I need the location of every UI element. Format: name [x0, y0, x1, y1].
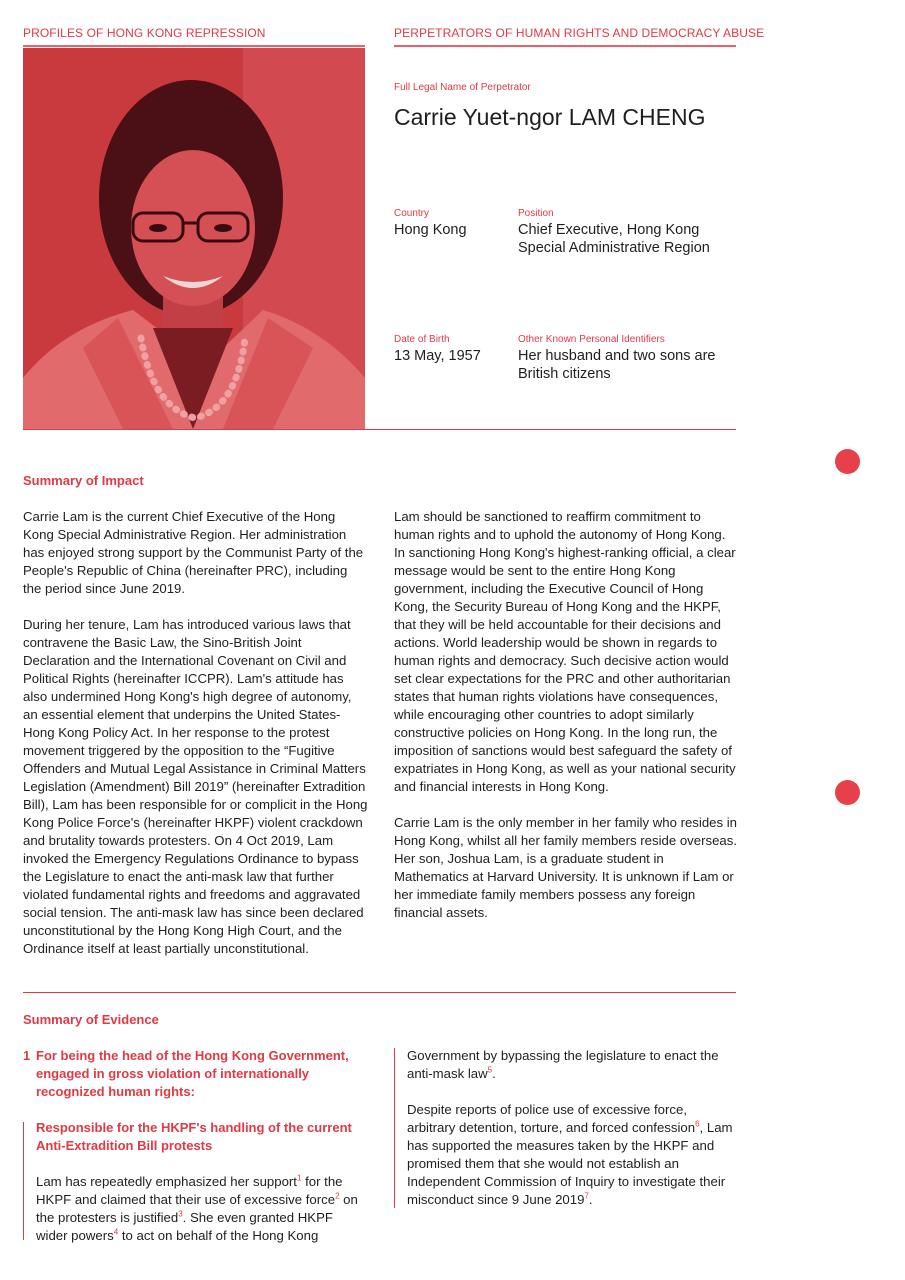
evidence-text-segment: Despite reports of police use of excessive force, arbitrary detention, torture, and forced confession	[407, 1102, 696, 1135]
impact-divider	[23, 992, 736, 993]
dob-label: Date of Birth	[394, 334, 450, 345]
identifiers-value	[518, 347, 716, 383]
evidence-text-segment: Lam has repeatedly emphasized her support	[36, 1174, 297, 1189]
decorative-dot	[835, 449, 860, 474]
evidence-item-number: 1	[23, 1048, 31, 1063]
position-value	[518, 221, 710, 257]
evidence-left-rule	[23, 1122, 24, 1240]
header-rule-right	[394, 45, 736, 47]
identifiers-line-2: British citizens	[518, 366, 611, 382]
footnote-ref-3[interactable]: 3	[178, 1209, 183, 1219]
country-label: Country	[394, 208, 430, 219]
position-line-1: Chief Executive, Hong Kong	[518, 222, 700, 238]
evidence-paragraph	[407, 1101, 737, 1209]
evidence-paragraph	[407, 1047, 737, 1083]
evidence-left-text	[36, 1173, 366, 1245]
evidence-text-segment: . She even granted HKPF wider powers	[36, 1210, 333, 1243]
perpetrator-photo	[23, 48, 365, 429]
position-line-2: Special Administrative Region	[518, 240, 710, 256]
country-value: Hong Kong	[394, 222, 467, 238]
footnote-ref-6[interactable]: 6	[695, 1119, 700, 1129]
evidence-text-segment: , Lam has supported the measures taken by the HKPF and promised them that she would not establish an Independent Commission of Inquiry to investigate their misconduct since 9 June 2019	[407, 1120, 733, 1207]
footnote-ref-5[interactable]: 5	[487, 1065, 493, 1075]
name-label: Full Legal Name of Perpetrator	[394, 82, 531, 93]
perpetrator-name: Carrie Yuet-ngor LAM CHENG	[394, 104, 706, 130]
evidence-text-segment: on the protesters is justified	[36, 1192, 358, 1225]
identifiers-line-1: Her husband and two sons are	[518, 348, 716, 364]
footnote-ref-4[interactable]: 4	[113, 1227, 119, 1237]
header-rule-left	[23, 45, 365, 47]
position-label: Position	[518, 208, 554, 219]
header-right-title: PERPETRATORS OF HUMAN RIGHTS AND DEMOCRACY ABUSE	[394, 26, 765, 40]
impact-left-column	[23, 508, 368, 976]
impact-title: Summary of Impact	[23, 473, 144, 488]
impact-paragraph: Lam should be sanctioned to reaffirm commitment to human rights and to uphold the autonomy of Hong Kong. In sanctioning Hong Kong's highest-ranking official, a clear message would be sent to the entire Hong Kong government, including the Executive Council of Hong Kong, the Security Bureau of Hong Kong and the HKPF, that they will be held accountable for their decisions and actions. World leadership would be shown in regards to human rights and democracy. Such decisive action would set clear expectations for the PRC and other authoritarian states that human rights violations have consequences, while encouraging other countries to adopt similarly constructive policies on Hong Kong. In the long run, the imposition of sanctions would best safeguard the safety of expatriates in Hong Kong, as well as your national security and financial interests in Hong Kong.	[394, 509, 736, 794]
impact-paragraph: Carrie Lam is the only member in her family who resides in Hong Kong, whilst all her family members reside overseas. Her son, Joshua Lam, is a graduate student in Mathematics at Harvard University. It is unknown if Lam or her immediate family members possess any foreign financial assets.	[394, 815, 738, 920]
identifiers-label: Other Known Personal Identifiers	[518, 334, 665, 345]
impact-paragraph: During her tenure, Lam has introduced various laws that contravene the Basic Law, the Sino-British Joint Declaration and the International Covenant on Civil and Political Rights (hereinafter ICCPR). Lam's attitude has also undermined Hong Kong's high degree of autonomy, an essential element that underpins the United States-Hong Kong Policy Act. In her response to the protest movement triggered by the opposition to the “Fugitive Offenders and Mutual Legal Assistance in Criminal Matters Legislation (Amendment) Bill 2019” (hereinafter Extradition Bill), Lam has been responsible for or complicit in the Hong Kong Police Force's (hereinafter HKPF) violent crackdown and brutality towards protesters. On 4 Oct 2019, Lam invoked the Emergency Regulations Ordinance to bypass the Legislature to enact the anti-mask law that further violated fundamental rights and freedoms and aggravated social tension. The anti-mask law has since been declared unconstitutional by the Hong Kong High Court, and the Ordinance itself at least partially unconstitutional.	[23, 617, 368, 956]
evidence-text-segment: .	[588, 1192, 593, 1207]
impact-right-column	[394, 508, 739, 940]
header-left-title: PROFILES OF HONG KONG REPRESSION	[23, 26, 266, 40]
footnote-ref-2[interactable]: 2	[335, 1191, 340, 1201]
dob-value: 13 May, 1957	[394, 348, 481, 364]
evidence-right-text	[407, 1047, 737, 1227]
footnote-ref-7[interactable]: 7	[584, 1191, 589, 1201]
evidence-item-title: For being the head of the Hong Kong Government, engaged in gross violation of internationally recognized human rights:	[36, 1048, 349, 1099]
evidence-text-segment: .	[492, 1066, 496, 1081]
evidence-subtitle: Responsible for the HKPF's handling of the current Anti-Extradition Bill protests	[36, 1120, 352, 1153]
evidence-title: Summary of Evidence	[23, 1012, 159, 1027]
evidence-text-segment: to act on behalf of the Hong Kong	[118, 1228, 319, 1243]
footnote-ref-1[interactable]: 1	[296, 1173, 302, 1183]
profile-divider	[23, 429, 736, 430]
evidence-right-rule	[394, 1048, 395, 1208]
decorative-dot	[835, 780, 860, 805]
evidence-text-segment: for the HKPF and claimed that their use of excessive force	[36, 1174, 343, 1207]
impact-paragraph: Carrie Lam is the current Chief Executive of the Hong Kong Special Administrative Region. Her administration has enjoyed strong support by the Communist Party of the People's Republic of China (hereinafter PRC), including the period since June 2019.	[23, 509, 364, 596]
evidence-text-segment: Government by bypassing the legislature to enact the anti-mask law	[407, 1048, 719, 1081]
